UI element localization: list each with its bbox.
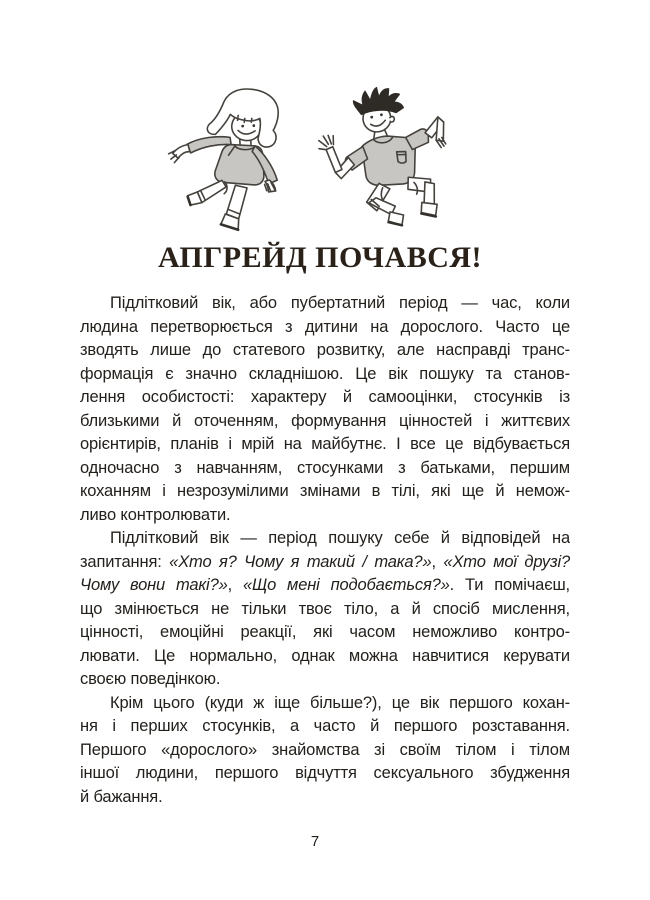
text-segment: й бажання.	[80, 787, 163, 806]
text-line	[80, 480, 570, 504]
text-line	[80, 668, 570, 692]
text-segment: лення особистості: характеру й самооцінки, стосунків із	[80, 388, 570, 406]
text-line	[80, 762, 570, 786]
chapter-title: АПГРЕЙД ПОЧАВСЯ!	[157, 241, 483, 274]
italic-text: «Що мені подобається?»	[242, 576, 450, 594]
text-segment: близькими й оточенням, формування цінностей і життєвих	[80, 411, 570, 430]
text-segment: Першого «дорослого» знайомства зі своїм тілом і тілом	[80, 740, 570, 759]
text-line	[80, 786, 570, 810]
page-number: 7	[310, 833, 320, 850]
text-segment: іншої людини, першого відчуття сексуального збудження	[80, 764, 570, 782]
text-line	[80, 457, 570, 481]
text-segment: Підлітковий вік, або пубертатний період — час, коли	[110, 294, 570, 312]
text-segment: лювати. Це нормально, однак можна навчитися керувати	[80, 646, 570, 665]
text-line	[80, 692, 570, 716]
text-line	[80, 527, 570, 551]
text-segment: . Ти помічаєш,	[449, 576, 570, 594]
illustration-two-kids-jumping	[167, 86, 465, 236]
paragraph	[80, 292, 570, 527]
text-line	[80, 292, 570, 316]
text-segment: цінності, емоційні реакції, які часом неможливо контро-	[80, 623, 570, 641]
paragraph	[80, 527, 570, 692]
text-line	[80, 551, 570, 575]
text-segment: ня і перших стосунків, а часто й першого розставання.	[80, 717, 570, 735]
text-line	[80, 316, 570, 340]
text-segment: орієнтирів, планів і мрій на майбутнє. І все це відбувається	[80, 435, 570, 453]
kids-jumping-drawing	[167, 86, 465, 236]
boy-figure	[312, 86, 457, 235]
girl-figure	[167, 86, 289, 234]
italic-text: «Хто мої друзі?	[443, 552, 570, 571]
text-line	[80, 504, 570, 528]
text-line	[80, 433, 570, 457]
body-text	[80, 292, 570, 809]
text-line	[80, 715, 570, 739]
text-line	[80, 410, 570, 434]
text-line	[80, 598, 570, 622]
text-line	[80, 739, 570, 763]
paragraph	[80, 692, 570, 810]
text-segment: ,	[431, 552, 444, 571]
text-segment: ,	[227, 576, 243, 594]
text-line	[80, 386, 570, 410]
text-segment: ливо контролювати.	[80, 505, 231, 524]
italic-text: «Хто я? Чому я такий / така?»	[169, 552, 432, 571]
text-segment: своєю поведінкою.	[80, 670, 221, 688]
text-line	[80, 363, 570, 387]
text-segment: Крім цього (куди ж іще більше?), це вік першого кохан-	[110, 693, 570, 712]
text-segment: людина перетворюється з дитини на дорослого. Часто це	[80, 317, 570, 336]
text-segment: коханням і незрозумілими змінами в тілі, які ще й немож-	[80, 482, 570, 500]
italic-text: Чому вони такі?»	[80, 576, 228, 594]
text-line	[80, 621, 570, 645]
text-line	[80, 645, 570, 669]
text-segment: зводять лише до статевого розвитку, але насправді транс-	[80, 341, 570, 359]
text-segment: запитання:	[80, 552, 170, 571]
text-segment: що змінюється не тільки твоє тіло, а й спосіб мислення,	[80, 599, 570, 618]
text-segment: формація є значно складнішою. Це вік пошуку та станов-	[80, 364, 570, 383]
text-segment: одночасно з навчанням, стосунками з батьками, першим	[80, 458, 570, 477]
text-line	[80, 574, 570, 598]
text-line	[80, 339, 570, 363]
text-segment: Підлітковий вік — період пошуку себе й відповідей на	[110, 529, 570, 547]
